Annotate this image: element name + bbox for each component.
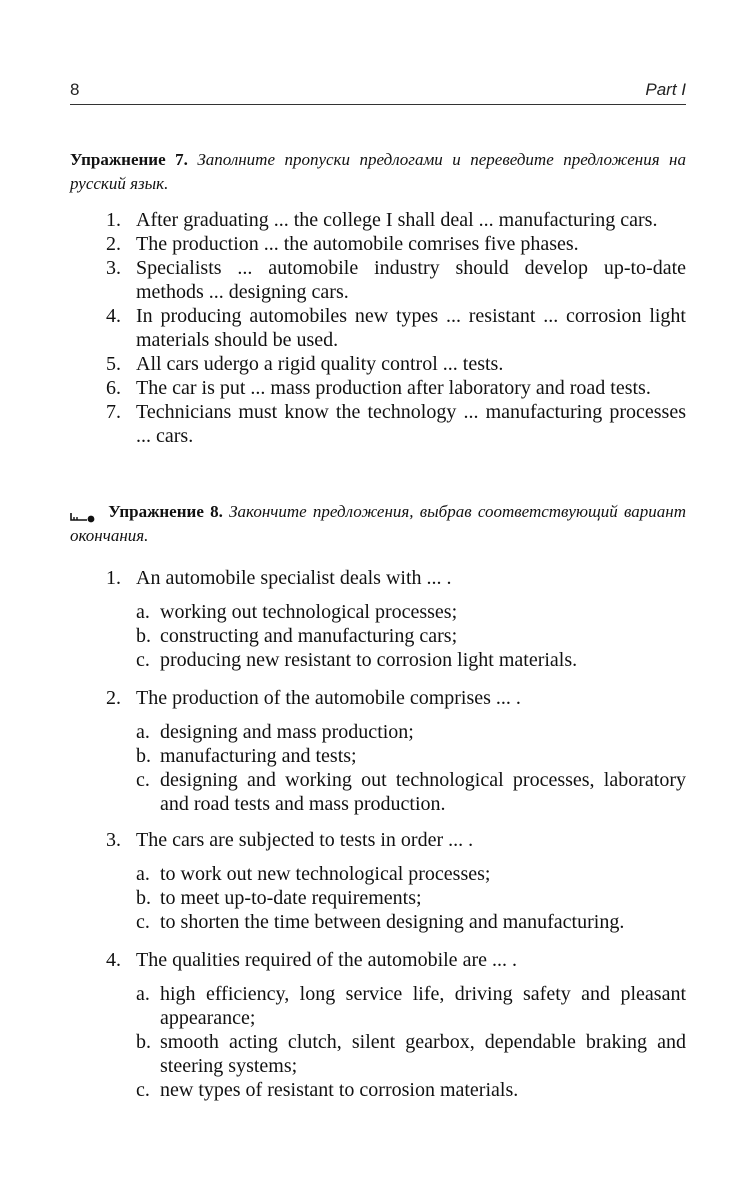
option-letter: c. [136,1079,150,1101]
option-letter: b. [136,745,151,767]
page-number: 8 [70,80,80,99]
exercise-8-title: Упражнение 8. [108,502,223,521]
list-item [106,352,686,376]
item-text: The production ... the automobile comrises five phases. [136,233,579,255]
question-number: 4. [106,949,121,971]
option-text: to work out new technological processes; [160,863,491,885]
question-text: The cars are subjected to tests in order ... . [136,829,474,851]
question-number: 2. [106,687,121,709]
question-3 [106,828,686,934]
option-text: high efficiency, long service life, driving safety and pleasant appearance; [160,983,686,1029]
list-item [106,256,686,304]
page-header [70,78,686,102]
option-item [136,910,686,934]
option-text: constructing and manufacturing cars; [160,625,458,647]
option-text: designing and mass production; [160,721,414,743]
option-item [136,624,686,648]
exercise-7-title: Упражнение 7. [70,150,188,169]
exercise-7-list [106,208,686,448]
options-list [106,600,686,672]
exercise-7-heading [70,148,686,196]
question-text: The qualities required of the automobile are ... . [136,949,517,971]
item-number: 1. [106,209,121,231]
options-list [106,862,686,934]
list-item [106,304,686,352]
exercise-7-instruction: Заполните пропуски предлогами и переведите предложения на русский язык. [70,150,686,193]
option-letter: c. [136,769,150,791]
item-number: 3. [106,257,121,279]
option-text: working out technological processes; [160,601,458,623]
option-letter: c. [136,911,150,933]
key-icon [70,506,96,518]
list-item [106,376,686,400]
exercise-8-heading [70,500,686,548]
item-text: In producing automobiles new types ... resistant ... corrosion light materials should be used. [136,305,686,351]
question-text-row [106,686,686,710]
option-text: producing new resistant to corrosion light materials. [160,649,578,671]
item-number: 5. [106,353,121,375]
item-text: Specialists ... automobile industry should develop up-to-date methods ... designing cars. [136,257,686,303]
option-text: designing and working out technological processes, laboratory and road tests and mass production. [160,769,686,815]
question-text-row [106,828,686,852]
option-text: new types of resistant to corrosion materials. [160,1079,519,1101]
list-item [106,232,686,256]
option-item [136,886,686,910]
item-text: Technicians must know the technology ... manufacturing processes ... cars. [136,401,686,447]
question-text: The production of the automobile comprises ... . [136,687,521,709]
question-number: 1. [106,567,121,589]
list-item [106,208,686,232]
exercise-8-instruction: Закончите предложения, выбрав соответствующий вариант окончания. [70,502,686,545]
item-text: After graduating ... the college I shall deal ... manufacturing cars. [136,209,658,231]
option-item [136,720,686,744]
item-number: 7. [106,401,121,423]
question-text: An automobile specialist deals with ... . [136,567,452,589]
option-letter: b. [136,1031,151,1053]
option-letter: a. [136,721,150,743]
option-item [136,648,686,672]
item-text: The car is put ... mass production after laboratory and road tests. [136,377,651,399]
question-text-row [106,948,686,972]
item-number: 2. [106,233,121,255]
options-list [106,982,686,1102]
question-number: 3. [106,829,121,851]
header-divider [70,104,686,105]
option-letter: b. [136,625,151,647]
option-item [136,744,686,768]
item-text: All cars udergo a rigid quality control ... tests. [136,353,504,375]
option-item [136,982,686,1030]
option-item [136,862,686,886]
option-text: smooth acting clutch, silent gearbox, dependable braking and steering systems; [160,1031,686,1077]
option-letter: c. [136,649,150,671]
list-item [106,400,686,448]
option-letter: a. [136,601,150,623]
option-item [136,768,686,816]
option-item [136,600,686,624]
option-item [136,1030,686,1078]
option-letter: a. [136,863,150,885]
option-text: to shorten the time between designing and manufacturing. [160,911,625,933]
option-text: to meet up-to-date requirements; [160,887,422,909]
question-2 [106,686,686,816]
question-1 [106,566,686,672]
item-number: 6. [106,377,121,399]
question-4 [106,948,686,1102]
option-letter: b. [136,887,151,909]
option-item [136,1078,686,1102]
part-label: Part I [645,80,686,99]
question-text-row [106,566,686,590]
option-letter: a. [136,983,150,1005]
options-list [106,720,686,816]
item-number: 4. [106,305,121,327]
option-text: manufacturing and tests; [160,745,357,767]
